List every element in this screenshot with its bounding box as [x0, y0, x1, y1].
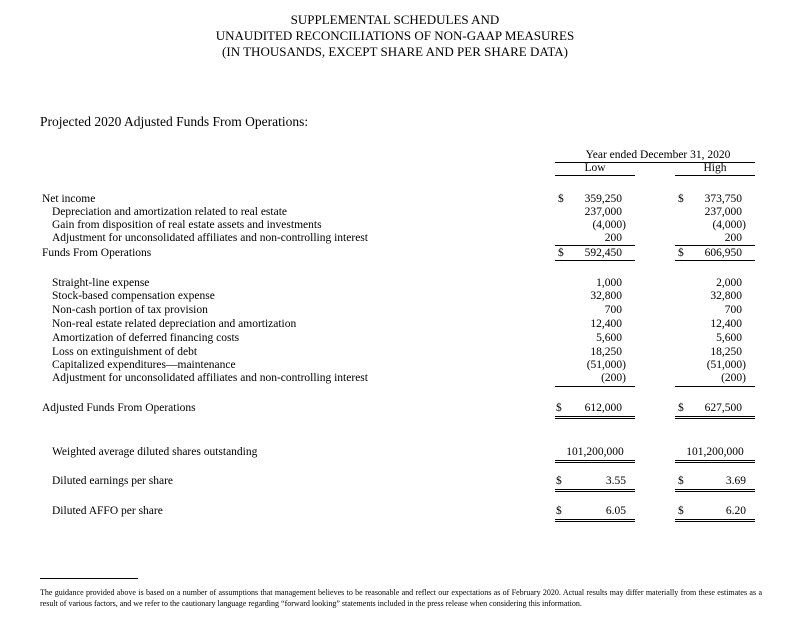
- ffo-label: Funds From Operations: [42, 247, 152, 259]
- row-label: Loss on extinguishment of debt: [52, 346, 198, 358]
- subtotal-rule-low: [555, 245, 635, 246]
- low-value: 12,400: [590, 318, 622, 330]
- low-value: (200): [601, 372, 626, 384]
- currency-symbol: $: [556, 505, 562, 517]
- report-title-line-1: SUPPLEMENTAL SCHEDULES AND: [290, 12, 500, 27]
- currency-symbol: $: [556, 402, 562, 414]
- high-value: 5,600: [716, 332, 742, 344]
- section-title: Projected 2020 Adjusted Funds From Operations:: [40, 114, 309, 129]
- high-value: 700: [724, 304, 742, 316]
- eps-low-value: 3.55: [605, 475, 626, 487]
- double-rule-low-1: [555, 489, 635, 490]
- double-rule-high-2: [675, 462, 755, 463]
- currency-symbol: $: [558, 193, 564, 205]
- low-value: 359,250: [584, 193, 622, 205]
- high-value: (4,000): [712, 219, 746, 231]
- subtotal-rule-high: [675, 386, 755, 387]
- affo-ps-low-value: 6.05: [605, 505, 626, 517]
- ffo-high-value: 606,950: [704, 247, 742, 259]
- double-rule-high-2: [675, 521, 755, 522]
- double-rule-low-2: [555, 521, 635, 522]
- low-value: 18,250: [590, 346, 622, 358]
- column-period-header: Year ended December 31, 2020: [585, 149, 731, 161]
- high-value: 12,400: [710, 318, 742, 330]
- affo-low-value: 612,000: [584, 402, 622, 414]
- double-rule-high-1: [675, 519, 755, 520]
- row-label: Amortization of deferred financing costs: [52, 332, 240, 344]
- double-rule-low-1: [555, 416, 635, 417]
- high-value: 373,750: [704, 193, 742, 205]
- currency-symbol: $: [678, 505, 684, 517]
- row-label: Capitalized expenditures—maintenance: [52, 359, 236, 371]
- shares-label: Weighted average diluted shares outstanding: [52, 446, 258, 458]
- eps-high-value: 3.69: [725, 475, 746, 487]
- low-value: 700: [604, 304, 622, 316]
- high-value: (200): [721, 372, 746, 384]
- currency-symbol: $: [558, 247, 564, 259]
- report-title-line-2: UNAUDITED RECONCILIATIONS OF NON-GAAP MEASURES: [215, 28, 575, 43]
- double-rule-high-1: [675, 416, 755, 417]
- row-label: Depreciation and amortization related to real estate: [52, 206, 287, 218]
- affo-ps-high-value: 6.20: [725, 505, 746, 517]
- high-value: 32,800: [710, 290, 742, 302]
- ffo-rule-high: [675, 260, 755, 261]
- double-rule-low-2: [555, 418, 635, 419]
- high-value: 18,250: [710, 346, 742, 358]
- subtotal-rule-low: [555, 386, 635, 387]
- footnote: The guidance provided above is based on a number of assumptions that management believes to be reasonable and reflect our expectations as of February 2020. Actual results may differ materially from these estimates as a result of various factors, and we refer to the cautionary language regarding “forward looking” statements included in the press release when considering this information.: [40, 588, 762, 608]
- affo-label: Adjusted Funds From Operations: [42, 402, 196, 414]
- row-label: Stock-based compensation expense: [52, 290, 215, 302]
- double-rule-low-2: [555, 462, 635, 463]
- shares-high-value: 101,200,000: [686, 446, 744, 458]
- row-label: Non-real estate related depreciation and amortization: [52, 318, 297, 330]
- high-value: 2,000: [716, 277, 742, 289]
- double-rule-high-1: [675, 489, 755, 490]
- double-rule-low-1: [555, 519, 635, 520]
- low-value: 1,000: [596, 277, 622, 289]
- low-value: 237,000: [584, 206, 622, 218]
- report-title-line-3: (IN THOUSANDS, EXCEPT SHARE AND PER SHARE DATA): [222, 44, 568, 59]
- row-label: Adjustment for unconsolidated affiliates and non-controlling interest: [52, 232, 368, 244]
- low-value: 32,800: [590, 290, 622, 302]
- low-header-underline: [555, 175, 635, 176]
- high-header-underline: [675, 175, 755, 176]
- ffo-rule-low: [555, 260, 635, 261]
- double-rule-high-2: [675, 491, 755, 492]
- low-value: 200: [604, 232, 622, 244]
- affo-high-value: 627,500: [704, 402, 742, 414]
- ffo-low-value: 592,450: [584, 247, 622, 259]
- row-label: Adjustment for unconsolidated affiliates and non-controlling interest: [52, 372, 368, 384]
- subtotal-rule-high: [675, 245, 755, 246]
- high-value: 200: [724, 232, 742, 244]
- row-label: Non-cash portion of tax provision: [52, 304, 208, 316]
- currency-symbol: $: [678, 193, 684, 205]
- column-high-header: High: [703, 162, 727, 174]
- currency-symbol: $: [556, 475, 562, 487]
- shares-low-value: 101,200,000: [566, 446, 624, 458]
- high-value: 237,000: [704, 206, 742, 218]
- currency-symbol: $: [678, 475, 684, 487]
- column-low-header: Low: [584, 162, 606, 174]
- high-value: (51,000): [706, 359, 746, 371]
- low-value: 5,600: [596, 332, 622, 344]
- row-label: Straight-line expense: [52, 277, 150, 289]
- low-value: (51,000): [586, 359, 626, 371]
- row-label: Net income: [42, 193, 96, 205]
- currency-symbol: $: [678, 247, 684, 259]
- footnote-separator: [40, 578, 138, 579]
- double-rule-high-2: [675, 418, 755, 419]
- double-rule-low-2: [555, 491, 635, 492]
- currency-symbol: $: [678, 402, 684, 414]
- double-rule-low-1: [555, 460, 635, 461]
- row-label: Gain from disposition of real estate assets and investments: [52, 219, 322, 231]
- eps-label: Diluted earnings per share: [52, 475, 174, 487]
- affo-ps-label: Diluted AFFO per share: [52, 505, 163, 517]
- low-value: (4,000): [592, 219, 626, 231]
- double-rule-high-1: [675, 460, 755, 461]
